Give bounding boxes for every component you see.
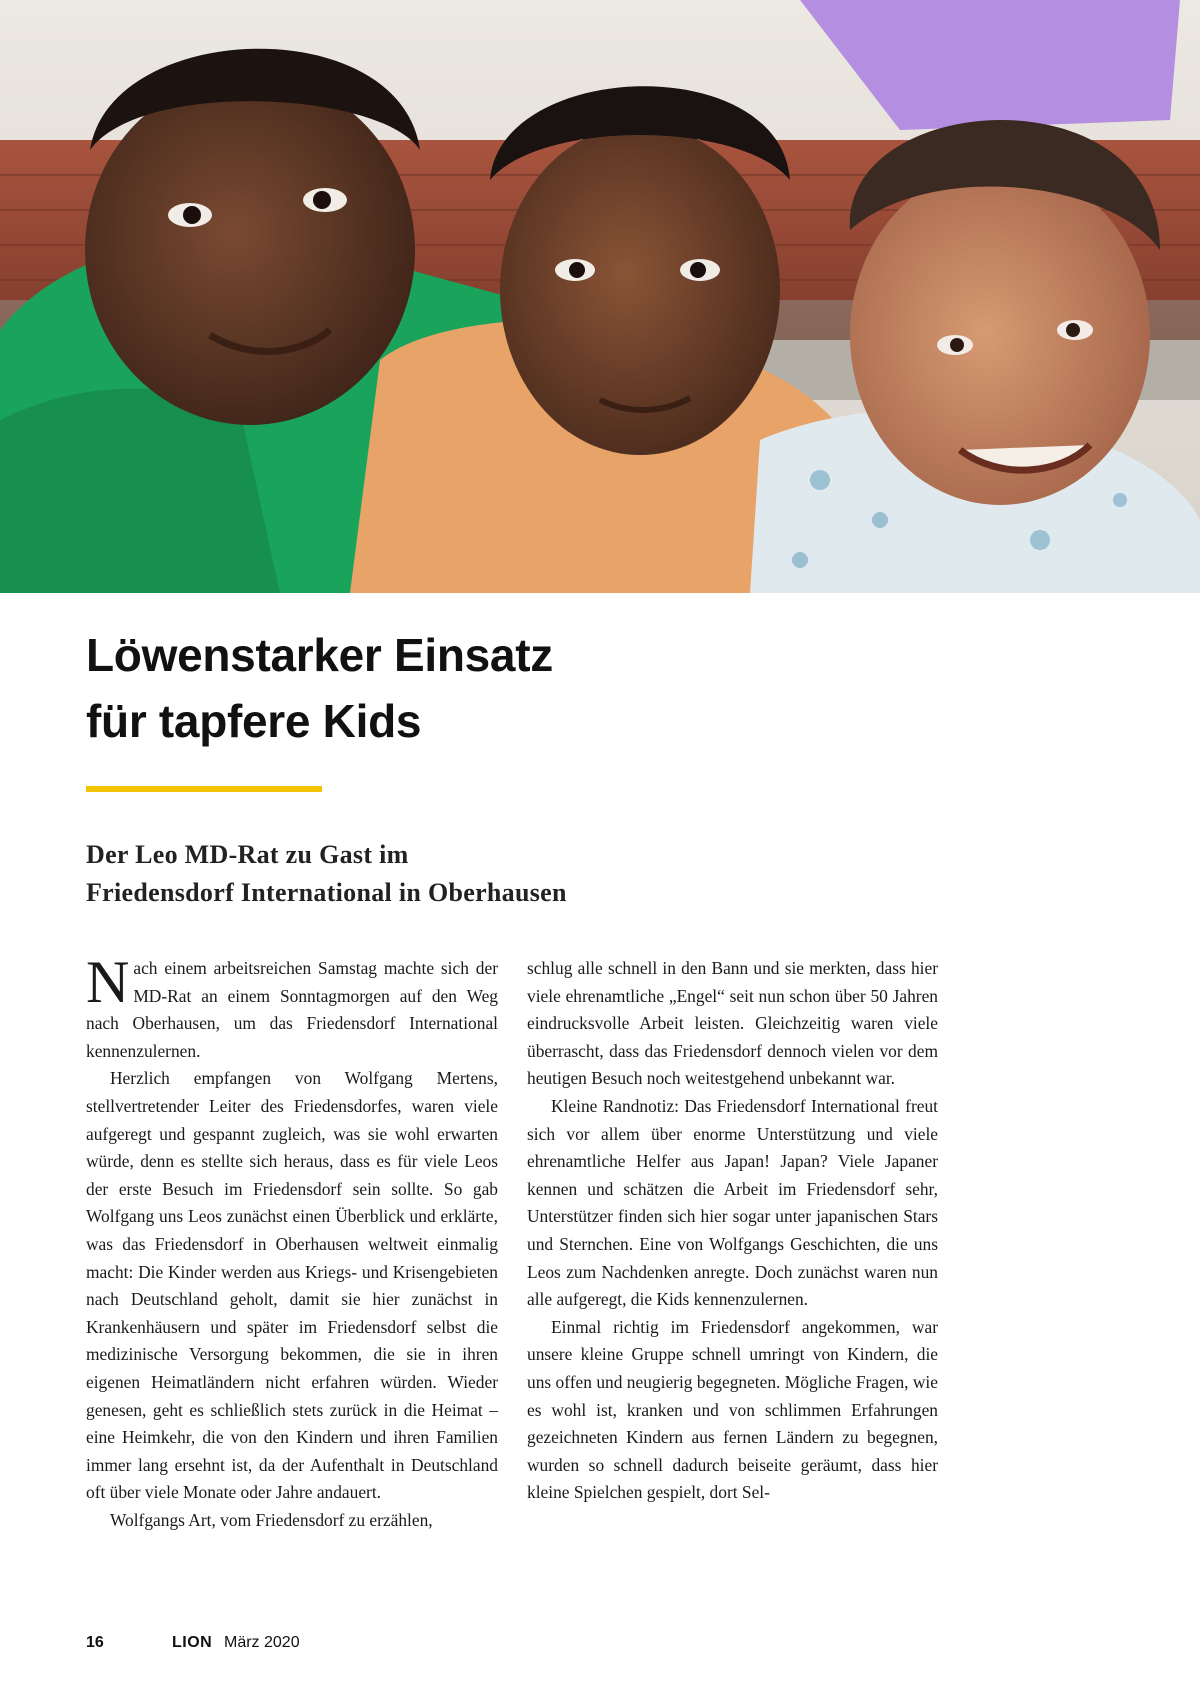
- body-paragraph: Nach einem arbeitsreichen Samstag machte sich der MD-Rat an einem Sonntagmorgen auf den Weg nach Oberhausen, um das Friedensdorf International kennenzulernen.: [86, 949, 498, 1061]
- body-paragraph: Kleine Randnotiz: Das Friedensdorf International freut sich vor allem über enorme Unterstützung und viele ehrenamtliche Helfer aus Japan! Japan? Viele Japaner kennen und schätzen die Arbeit im Friedensdorf sehr, Unterstützer finden sich hier sogar unter japanischen Stars und Sternchen. Eine von Wolfgangs Geschichten, die uns Leos zum Nachdenken anregte. Doch zunächst waren nun alle aufgeregt, die Kids kennenzulernen.: [527, 1095, 938, 1310]
- body-column-right: [527, 955, 938, 1507]
- body-paragraph: Wolfgangs Art, vom Friedensdorf zu erzählen,: [110, 1509, 433, 1530]
- article-title-line-2: für tapfere Kids: [86, 695, 422, 747]
- article-subtitle: [86, 836, 567, 912]
- article-subtitle-line-1: Der Leo MD-Rat zu Gast im: [86, 840, 409, 869]
- accent-rule: [86, 786, 322, 792]
- body-paragraph: Herzlich empfangen von Wolfgang Mertens, stellvertretender Leiter des Friedensdorfes, waren viele aufgeregt und gespannt zugleich, was sie wohl erwarten würde, denn es stellte sich heraus, dass es für viele Leos der erste Besuch im Friedensdorf sein sollte. So gab Wolfgang uns Leos zunächst einen Überblick und erklärte, was das Friedensdorf in Oberhausen weltweit einmalig macht: Die Kinder werden aus Kriegs- und Krisengebieten nach Deutschland geholt, damit sie hier zunächst in Krankenhäusern und später im Friedensdorf selbst die medizinische Versorgung bekommen, die sie in ihren eigenen Heimatländern nicht erfahren würden. Wieder genesen, geht es schließlich stets zurück in die Heimat – eine Heimkehr, die von den Kindern und ihren Familien immer lang ersehnt ist, da der Aufenthalt in Deutschland oft über viele Monate oder Jahre andauert.: [86, 1068, 498, 1503]
- article-title-line-1: Löwenstarker Einsatz: [86, 629, 553, 681]
- page-number: 16: [86, 1634, 104, 1651]
- body-paragraph: schlug alle schnell in den Bann und sie merkten, dass hier viele ehrenamtliche „Engel“ seit nun schon über 50 Jahren eindrucksvolle Arbeit leisten. Gleichzeitig waren viele überrascht, dass das Friedensdorf dennoch vielen vor dem heutigen Besuch noch weitestgehend unbekannt war.: [527, 958, 938, 1089]
- header-photo: [0, 0, 1200, 593]
- article-subtitle-line-2: Friedensdorf International in Oberhausen: [86, 878, 567, 907]
- magazine-name: LION: [172, 1634, 213, 1651]
- body-paragraph: Einmal richtig im Friedensdorf angekommen, war unsere kleine Gruppe schnell umringt von Kindern, die uns offen und neugierig begegneten. Mögliche Fragen, wie es wohl ist, kranken und von schlimmen Erfahrungen gezeichneten Kindern aus fernen Ländern zu begegnen, wurden so schnell dadurch beiseite geräumt, dass hier kleine Spielchen gespielt, dort Sel-: [527, 1316, 938, 1503]
- article-title: [86, 622, 553, 754]
- issue-date: März 2020: [224, 1634, 300, 1651]
- body-column-left: [86, 949, 498, 1534]
